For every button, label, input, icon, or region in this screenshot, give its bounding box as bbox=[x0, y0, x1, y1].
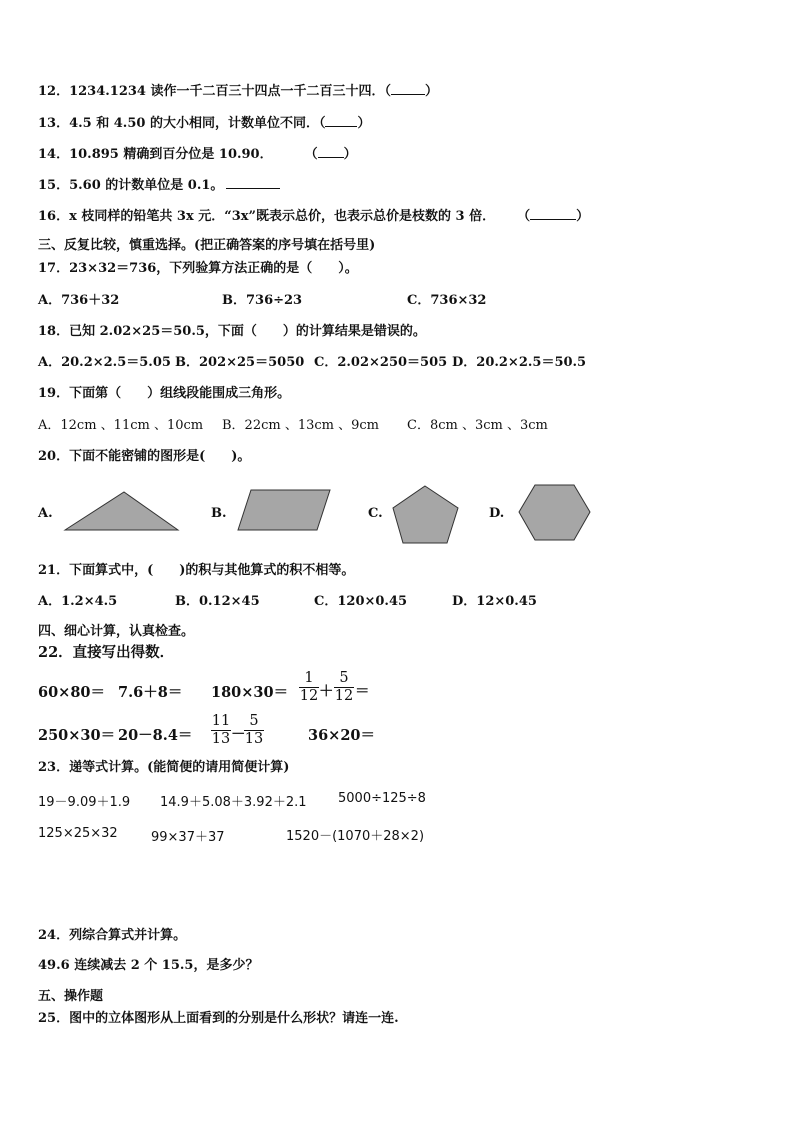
option-d[interactable]: D．12×0.45 bbox=[452, 594, 537, 609]
calc-item: 20－8.4＝ bbox=[118, 727, 193, 744]
option-d[interactable]: D．20.2×2.5＝50.5 bbox=[452, 355, 587, 370]
question-25: 25．图中的立体图形从上面看到的分别是什么形状？请连一连. bbox=[38, 1011, 399, 1026]
hexagon-shape[interactable] bbox=[517, 483, 593, 543]
expression: 1520－(1070＋28×2) bbox=[286, 829, 425, 844]
question-15 bbox=[38, 177, 280, 194]
expression: 5000÷125÷8 bbox=[338, 791, 426, 806]
option-a[interactable]: A．1.2×4.5 bbox=[38, 594, 118, 609]
fraction: 5 13 bbox=[244, 713, 264, 747]
parallelogram-shape[interactable] bbox=[235, 487, 333, 533]
question-16: 16．x 枝同样的铅笔共 3x 元．“3x”既表示总价，也表示总价是枝数的 3 倍． （ ） bbox=[38, 209, 590, 224]
calc-item: 7.6＋8＝ bbox=[118, 684, 183, 701]
calc-item: 250×30＝ bbox=[38, 727, 116, 744]
option-a[interactable]: A．20.2×2.5＝5.05 bbox=[38, 355, 171, 370]
question-text: 12．1234.1234 读作一千二百三十四点一千二百三十四． bbox=[38, 84, 385, 99]
option-b[interactable]: B．202×25＝5050 bbox=[175, 355, 305, 370]
answer-blank[interactable] bbox=[226, 177, 280, 189]
answer-blank[interactable] bbox=[325, 115, 357, 127]
option-b[interactable]: B．0.12×45 bbox=[175, 594, 260, 609]
question-24-body: 49.6 连续减去 2 个 15.5，是多少？ bbox=[38, 958, 259, 973]
option-c[interactable]: C．2.02×250＝505 bbox=[314, 355, 448, 370]
question-18: 18．已知 2.02×25＝50.5，下面（ ）的计算结果是错误的。 bbox=[38, 324, 426, 339]
section-5-heading: 五、操作题 bbox=[38, 989, 104, 1004]
question-14: 14．10.895 精确到百分位是 10.90． （ ） bbox=[38, 147, 357, 162]
fraction: 11 13 bbox=[211, 713, 231, 747]
option-d-label[interactable]: D. bbox=[489, 506, 505, 521]
expression: 125×25×32 bbox=[38, 826, 118, 841]
option-c-label[interactable]: C. bbox=[368, 506, 383, 521]
operator: － bbox=[231, 726, 246, 743]
question-text: 15．5.60 的计数单位是 0.1。 bbox=[38, 178, 224, 193]
answer-blank[interactable] bbox=[318, 146, 344, 158]
expression: 99×37＋37 bbox=[151, 830, 225, 845]
option-a[interactable]: A．12cm 、11cm 、10cm bbox=[38, 418, 204, 433]
option-a[interactable]: A．736＋32 bbox=[38, 293, 120, 308]
section-4-heading: 四、细心计算，认真检查。 bbox=[38, 624, 195, 639]
answer-blank[interactable] bbox=[391, 83, 425, 95]
option-b[interactable]: B．22cm 、13cm 、9cm bbox=[222, 418, 379, 433]
option-c[interactable]: C．8cm 、3cm 、3cm bbox=[407, 418, 548, 433]
section-3-heading: 三、反复比较，慎重选择。(把正确答案的序号填在括号里) bbox=[38, 238, 376, 253]
question-19: 19．下面第（ ）组线段能围成三角形。 bbox=[38, 386, 291, 401]
question-20: 20．下面不能密铺的图形是( )。 bbox=[38, 449, 251, 464]
option-b[interactable]: B．736÷23 bbox=[222, 293, 303, 308]
question-text: 16．x 枝同样的铅笔共 3x 元．“3x”既表示总价，也表示总价是枝数的 3 倍． bbox=[38, 209, 496, 224]
option-b-label[interactable]: B. bbox=[211, 506, 227, 521]
option-c[interactable]: C．736×32 bbox=[407, 293, 487, 308]
operator: ＋ bbox=[319, 683, 334, 700]
option-a-label[interactable]: A. bbox=[38, 506, 53, 521]
fraction: 5 12 bbox=[334, 670, 354, 704]
fraction: 1 12 bbox=[299, 670, 319, 704]
equals: ＝ bbox=[355, 683, 370, 700]
expression: 19－9.09＋1.9 bbox=[38, 795, 131, 810]
question-21: 21．下面算式中，( )的积与其他算式的积不相等。 bbox=[38, 563, 355, 578]
question-text: 13．4.5 和 4.50 的大小相同，计数单位不同． bbox=[38, 116, 319, 131]
calc-item: 60×80＝ bbox=[38, 684, 106, 701]
calc-item: 180×30＝ bbox=[211, 684, 289, 701]
question-17: 17．23×32＝736，下列验算方法正确的是（ ）。 bbox=[38, 261, 358, 276]
calc-item: 36×20＝ bbox=[308, 727, 376, 744]
question-22: 22．直接写出得数． bbox=[38, 644, 175, 661]
option-c[interactable]: C．120×0.45 bbox=[314, 594, 408, 609]
question-text: 14．10.895 精确到百分位是 10.90． bbox=[38, 147, 273, 162]
triangle-shape[interactable] bbox=[62, 488, 182, 534]
expression: 14.9＋5.08＋3.92＋2.1 bbox=[160, 795, 307, 810]
answer-blank[interactable] bbox=[530, 208, 576, 220]
pentagon-shape[interactable] bbox=[391, 484, 461, 546]
question-13: 13．4.5 和 4.50 的大小相同，计数单位不同．（ ） bbox=[38, 116, 371, 131]
question-24: 24．列综合算式并计算。 bbox=[38, 928, 187, 943]
question-23: 23．递等式计算。(能简便的请用简便计算) bbox=[38, 760, 290, 775]
question-12: 12．1234.1234 读作一千二百三十四点一千二百三十四．（ ） bbox=[38, 84, 439, 99]
